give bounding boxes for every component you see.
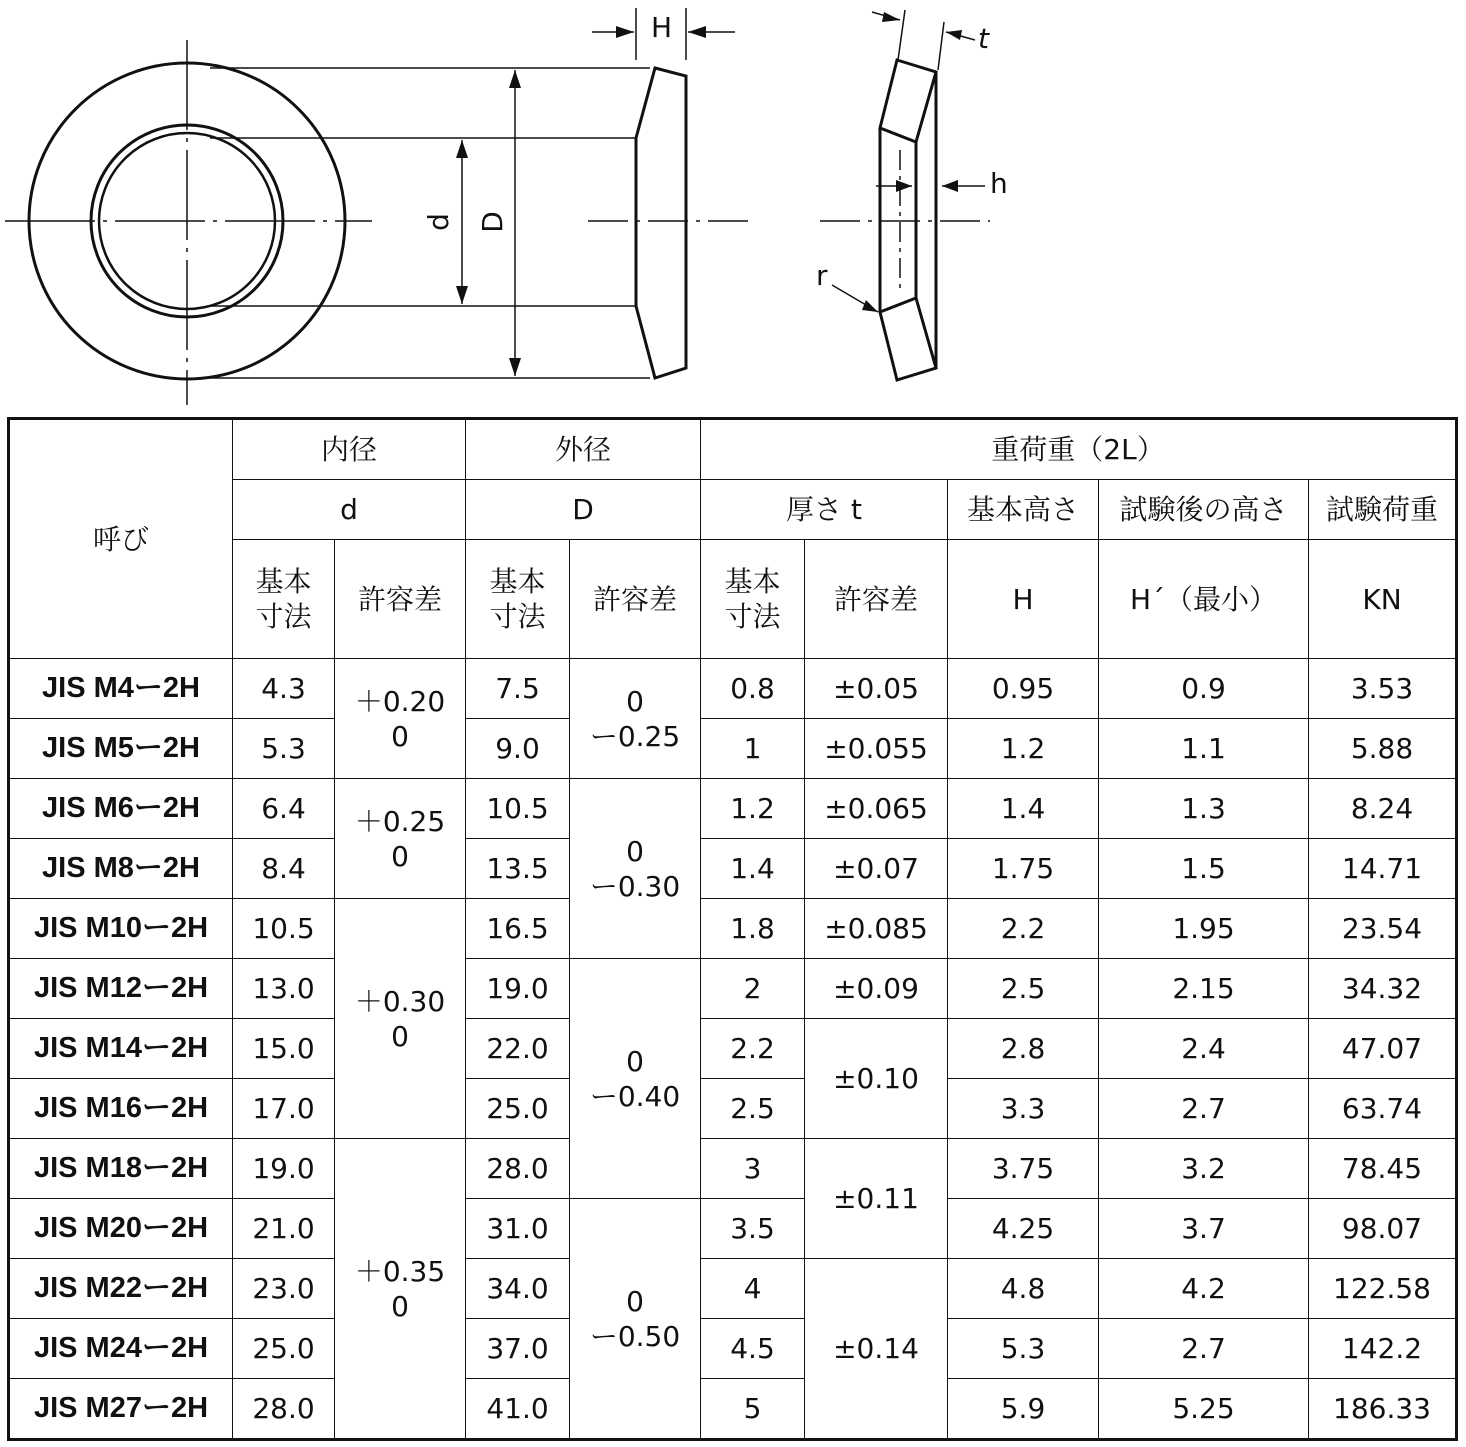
D-tolerance-cell: 0 ー0.40 [570, 959, 701, 1199]
test-load-cell: 142.2 [1309, 1319, 1457, 1379]
t-basic-cell: 1.2 [701, 779, 805, 839]
test-load-cell: 3.53 [1309, 659, 1457, 719]
t-basic-cell: 1.4 [701, 839, 805, 899]
header-t-basic: 基本 寸法 [701, 540, 805, 659]
H-prime-cell: 2.15 [1099, 959, 1309, 1019]
D-basic-cell: 28.0 [466, 1139, 570, 1199]
nominal-cell: JIS M6ー2H [9, 779, 233, 839]
test-load-cell: 47.07 [1309, 1019, 1457, 1079]
table-row [9, 1019, 1457, 1079]
H-cell: 3.75 [948, 1139, 1099, 1199]
D-basic-cell: 41.0 [466, 1379, 570, 1440]
label-D: D [476, 211, 509, 233]
t-basic-cell: 1.8 [701, 899, 805, 959]
t-tolerance-cell: ±0.085 [805, 899, 948, 959]
table-row [9, 1319, 1457, 1379]
H-prime-cell: 1.3 [1099, 779, 1309, 839]
nominal-cell: JIS M14ー2H [9, 1019, 233, 1079]
d-basic-cell: 8.4 [233, 839, 335, 899]
header-d-tolerance: 許容差 [335, 540, 466, 659]
header-D-basic: 基本 寸法 [466, 540, 570, 659]
t-basic-cell: 4 [701, 1259, 805, 1319]
header-outer: 外径 [466, 419, 701, 480]
t-basic-cell: 1 [701, 719, 805, 779]
d-basic-cell: 28.0 [233, 1379, 335, 1440]
header-d-basic: 基本 寸法 [233, 540, 335, 659]
D-basic-cell: 37.0 [466, 1319, 570, 1379]
d-basic-cell: 15.0 [233, 1019, 335, 1079]
d-basic-cell: 17.0 [233, 1079, 335, 1139]
table-row [9, 719, 1457, 779]
label-r: r [816, 259, 828, 292]
t-basic-cell: 5 [701, 1379, 805, 1440]
spec-table [7, 417, 1458, 1441]
table-row [9, 779, 1457, 839]
t-basic-cell: 2 [701, 959, 805, 1019]
table-row [9, 1379, 1457, 1440]
d-tolerance-cell: ＋0.30 0 [335, 899, 466, 1139]
t-tolerance-cell: ±0.055 [805, 719, 948, 779]
nominal-cell: JIS M8ー2H [9, 839, 233, 899]
H-cell: 1.75 [948, 839, 1099, 899]
D-basic-cell: 13.5 [466, 839, 570, 899]
D-basic-cell: 7.5 [466, 659, 570, 719]
test-load-cell: 78.45 [1309, 1139, 1457, 1199]
H-prime-cell: 1.1 [1099, 719, 1309, 779]
t-tolerance-cell: ±0.065 [805, 779, 948, 839]
d-basic-cell: 5.3 [233, 719, 335, 779]
t-basic-cell: 3.5 [701, 1199, 805, 1259]
nominal-cell: JIS M10ー2H [9, 899, 233, 959]
d-basic-cell: 23.0 [233, 1259, 335, 1319]
label-t: t [978, 22, 989, 55]
header-basic-height: 基本高さ [948, 480, 1099, 540]
D-tolerance-cell: 0 ー0.30 [570, 779, 701, 959]
H-prime-cell: 0.9 [1099, 659, 1309, 719]
header-load: 重荷重（2L） [701, 419, 1457, 480]
D-basic-cell: 34.0 [466, 1259, 570, 1319]
nominal-cell: JIS M5ー2H [9, 719, 233, 779]
t-tolerance-cell: ±0.07 [805, 839, 948, 899]
t-basic-cell: 0.8 [701, 659, 805, 719]
nominal-cell: JIS M4ー2H [9, 659, 233, 719]
test-load-cell: 98.07 [1309, 1199, 1457, 1259]
H-prime-cell: 3.2 [1099, 1139, 1309, 1199]
section-lower [880, 298, 936, 380]
header-t-tolerance: 許容差 [805, 540, 948, 659]
H-cell: 2.8 [948, 1019, 1099, 1079]
t-basic-cell: 2.2 [701, 1019, 805, 1079]
H-prime-cell: 1.5 [1099, 839, 1309, 899]
D-basic-cell: 25.0 [466, 1079, 570, 1139]
t-tolerance-cell: ±0.10 [805, 1019, 948, 1139]
H-cell: 1.4 [948, 779, 1099, 839]
t-tolerance-cell: ±0.05 [805, 659, 948, 719]
t-tolerance-cell: ±0.14 [805, 1259, 948, 1440]
header-height-after: 試験後の高さ [1099, 480, 1309, 540]
header-d: d [233, 480, 466, 540]
H-cell: 2.2 [948, 899, 1099, 959]
d-basic-cell: 25.0 [233, 1319, 335, 1379]
t-basic-cell: 4.5 [701, 1319, 805, 1379]
H-prime-cell: 4.2 [1099, 1259, 1309, 1319]
nominal-cell: JIS M16ー2H [9, 1079, 233, 1139]
H-prime-cell: 2.7 [1099, 1079, 1309, 1139]
H-prime-cell: 5.25 [1099, 1379, 1309, 1440]
label-d: d [422, 213, 455, 231]
H-cell: 1.2 [948, 719, 1099, 779]
H-prime-cell: 3.7 [1099, 1199, 1309, 1259]
H-cell: 2.5 [948, 959, 1099, 1019]
H-cell: 0.95 [948, 659, 1099, 719]
header-test-load: 試験荷重 [1309, 480, 1457, 540]
test-load-cell: 5.88 [1309, 719, 1457, 779]
side-view-washer [636, 68, 686, 378]
nominal-cell: JIS M22ー2H [9, 1259, 233, 1319]
nominal-cell: JIS M12ー2H [9, 959, 233, 1019]
test-load-cell: 23.54 [1309, 899, 1457, 959]
D-basic-cell: 16.5 [466, 899, 570, 959]
H-prime-cell: 2.4 [1099, 1019, 1309, 1079]
nominal-cell: JIS M20ー2H [9, 1199, 233, 1259]
table-row [9, 1199, 1457, 1259]
H-prime-cell: 1.95 [1099, 899, 1309, 959]
table-row [9, 659, 1457, 719]
H-cell: 4.25 [948, 1199, 1099, 1259]
nominal-cell: JIS M18ー2H [9, 1139, 233, 1199]
header-thickness: 厚さ t [701, 480, 948, 540]
header-D-tolerance: 許容差 [570, 540, 701, 659]
nominal-cell: JIS M27ー2H [9, 1379, 233, 1440]
t-tolerance-cell: ±0.11 [805, 1139, 948, 1259]
d-basic-cell: 13.0 [233, 959, 335, 1019]
label-h: h [990, 167, 1008, 200]
header-H-prime: H´（最小） [1099, 540, 1309, 659]
H-cell: 5.9 [948, 1379, 1099, 1440]
header-KN: KN [1309, 540, 1457, 659]
H-cell: 3.3 [948, 1079, 1099, 1139]
table-row [9, 1079, 1457, 1139]
test-load-cell: 186.33 [1309, 1379, 1457, 1440]
D-tolerance-cell: 0 ー0.50 [570, 1199, 701, 1440]
table-row [9, 1259, 1457, 1319]
D-basic-cell: 10.5 [466, 779, 570, 839]
table-row [9, 959, 1457, 1019]
test-load-cell: 34.32 [1309, 959, 1457, 1019]
section-upper [880, 60, 936, 142]
t-tolerance-cell: ±0.09 [805, 959, 948, 1019]
test-load-cell: 8.24 [1309, 779, 1457, 839]
H-prime-cell: 2.7 [1099, 1319, 1309, 1379]
H-cell: 4.8 [948, 1259, 1099, 1319]
D-basic-cell: 9.0 [466, 719, 570, 779]
test-load-cell: 14.71 [1309, 839, 1457, 899]
table-row [9, 899, 1457, 959]
D-tolerance-cell: 0 ー0.25 [570, 659, 701, 779]
t-basic-cell: 2.5 [701, 1079, 805, 1139]
D-basic-cell: 22.0 [466, 1019, 570, 1079]
table-row [9, 1139, 1457, 1199]
table-row [9, 839, 1457, 899]
label-H: H [651, 11, 673, 44]
header-D: D [466, 480, 701, 540]
d-basic-cell: 4.3 [233, 659, 335, 719]
d-tolerance-cell: ＋0.35 0 [335, 1139, 466, 1440]
nominal-cell: JIS M24ー2H [9, 1319, 233, 1379]
d-basic-cell: 21.0 [233, 1199, 335, 1259]
t-basic-cell: 3 [701, 1139, 805, 1199]
test-load-cell: 63.74 [1309, 1079, 1457, 1139]
H-cell: 5.3 [948, 1319, 1099, 1379]
D-basic-cell: 19.0 [466, 959, 570, 1019]
d-basic-cell: 6.4 [233, 779, 335, 839]
d-tolerance-cell: ＋0.25 0 [335, 779, 466, 899]
d-tolerance-cell: ＋0.20 0 [335, 659, 466, 779]
test-load-cell: 122.58 [1309, 1259, 1457, 1319]
header-inner: 内径 [233, 419, 466, 480]
d-basic-cell: 10.5 [233, 899, 335, 959]
washer-drawing [0, 0, 1466, 412]
D-basic-cell: 31.0 [466, 1199, 570, 1259]
header-H: H [948, 540, 1099, 659]
d-basic-cell: 19.0 [233, 1139, 335, 1199]
header-nominal: 呼び [9, 419, 233, 659]
